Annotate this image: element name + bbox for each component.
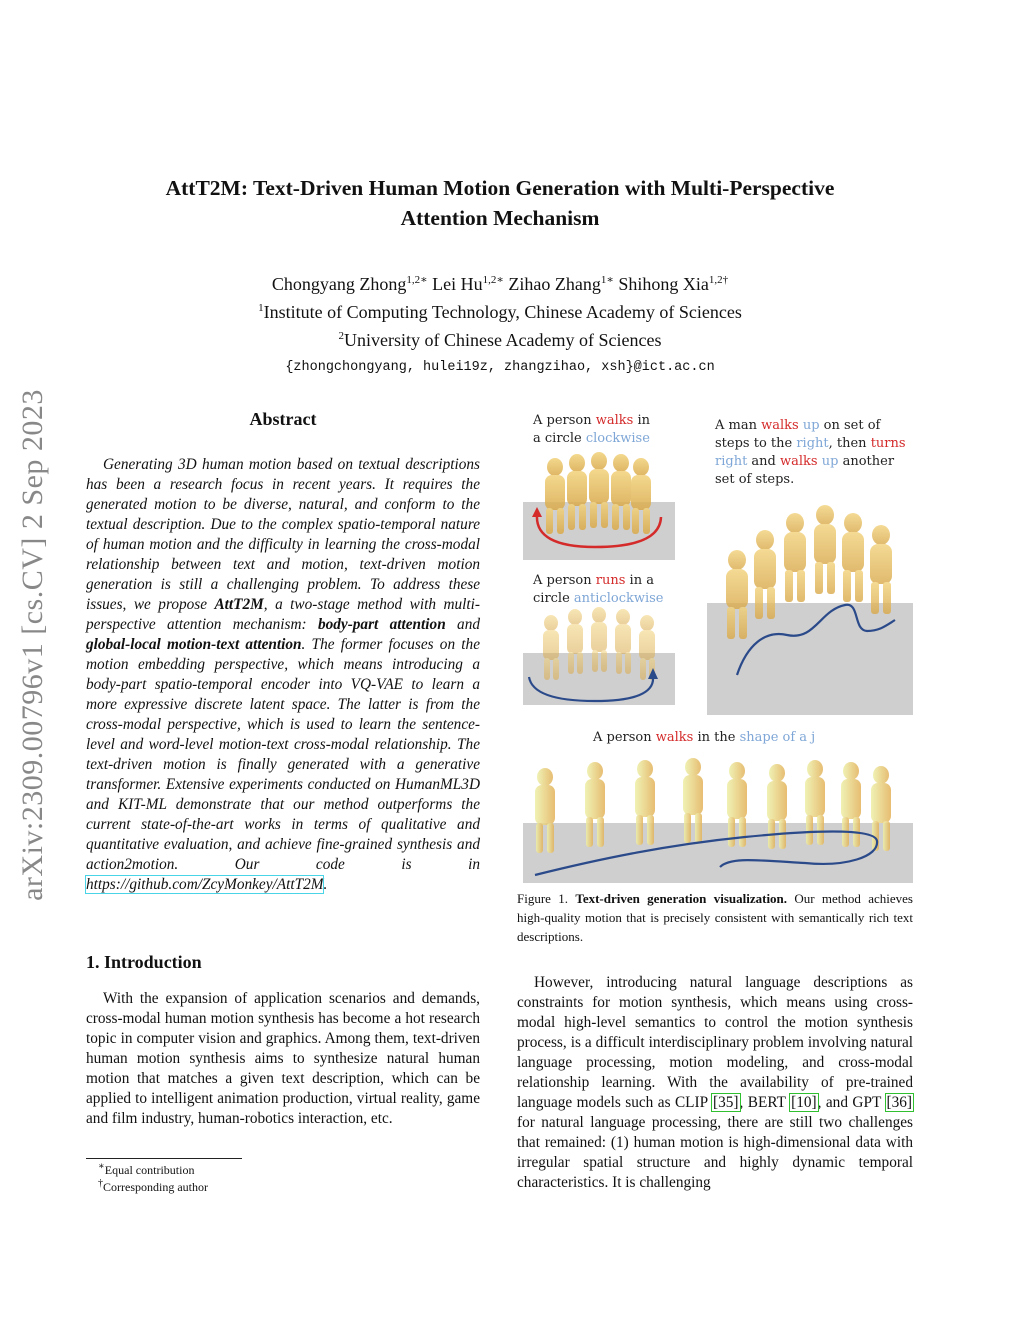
figure-1 <box>515 405 915 885</box>
author-sup: 1,2∗ <box>406 274 428 286</box>
section-heading-introduction: 1. Introduction <box>86 952 202 972</box>
caption-bold: Text-driven generation visualization. <box>575 891 788 906</box>
aff-text: University of Chinese Academy of Sciences <box>344 330 662 350</box>
label-steps-line4: set of steps. <box>715 472 795 487</box>
floor-panel-2 <box>707 603 913 715</box>
body-text: for natural language processing, there are still two challenges that remained: (1) human motion is high-dimensional data with irregular spatial structure and highly dynamic temporal characteristics. It is challenging <box>517 1114 913 1191</box>
caption-text: Our method achieves high-quality motion that is precisely consistent with semantically rich text descriptions. <box>517 891 913 944</box>
label-steps-line1: A man walks up on set of <box>715 418 881 433</box>
aff-sup: 2 <box>338 330 345 342</box>
label-clockwise-line2: a circle clockwise <box>533 431 650 446</box>
title-line-1: AttT2M: Text-Driven Human Motion Generation with Multi-Perspective <box>165 176 835 200</box>
label-clockwise-line1: A person walks in <box>533 413 651 428</box>
caption-label: Figure 1. <box>517 891 576 906</box>
code-link[interactable]: https://github.com/ZcyMonkey/AttT2M <box>86 876 324 893</box>
citation-link[interactable]: [36] <box>886 1094 912 1111</box>
author-block <box>100 268 900 380</box>
abstract-bold: global-local motion-text attention <box>86 636 302 653</box>
footnote-divider <box>86 1158 242 1159</box>
affiliation-2 <box>100 324 900 352</box>
aff-text: Institute of Computing Technology, Chinese Academy of Sciences <box>263 302 742 322</box>
label-anticlockwise-line2: circle anticlockwise <box>533 591 664 606</box>
intro-paragraph: With the expansion of application scenarios and demands, cross-modal human motion synthesis has become a hot research topic in computer vision and graphics. Among them, text-driven human motion synthesis aims to synthesize natural human motion that matches a given text description, which can be applied to intelligent animation production, virtual reality, game and film industry, human-robotics interaction, etc. <box>86 990 480 1127</box>
label-anticlockwise-line1: A person runs in a <box>533 573 654 588</box>
footnote-mark: ∗ <box>98 1161 105 1172</box>
abstract-bold: body-part attention <box>317 616 446 633</box>
abstract-text: . The former focuses on the motion embedding perspective, which means introducing a body-part spatio-temporal encoder into VQ-VAE to learn a more expressive discrete latent space. The latter is from the cross-modal perspective, which is used to learn the sentence-level and word-level motion-text cross-modal relationship. The text-driven motion is finally generated with a generative transformer. Extensive experiments conducted on HumanML3D and KIT-ML demonstrate that our method outperforms the current state-of-the-art works in terms of qualitative and quantitative evaluation, and achieve fine-grained synthesis and action2motion. Our code is in <box>86 636 480 873</box>
abstract-text: . <box>323 876 328 893</box>
body-text: However, introducing natural language descriptions as constraints for motion synthesis, which means using cross-modal high-level semantics to control the motion synthesis process, is a difficult interdisciplinary problem involving natural language processing, motion modeling, and cross-modal relationship learning. With the availability of pre-trained language models such as CLIP <box>517 974 913 1111</box>
author-name: Shihong Xia <box>613 274 709 294</box>
footnote-text: Equal contribution <box>104 1163 195 1177</box>
body-text: , and GPT <box>817 1094 886 1111</box>
abstract-text: Generating 3D human motion based on textual descriptions has been a research focus in recent years. It requires the generated motion to be diverse, natural, and conform to the textual description. Due to the complex spatio-temporal nature of human motion and the difficulty in learning the cross-modal relationship between text and motion, text-driven motion generation is still a challenging problem. To address these issues, we propose <box>86 456 480 613</box>
author-sup: 1,2∗ <box>482 274 504 286</box>
title-line-2: Attention Mechanism <box>400 206 600 230</box>
author-sup: 1∗ <box>600 274 614 286</box>
footnote-text: Corresponding author <box>103 1180 208 1194</box>
paper-title <box>100 173 900 233</box>
author-emails: {zhongchongyang, hulei19z, zhangzihao, xsh}@ict.ac.cn <box>285 360 715 375</box>
arxiv-id: arXiv:2309.00796v1 [cs.CV] 2 Sep 2023 <box>16 389 49 901</box>
arxiv-stamp <box>8 360 58 930</box>
author-name: Lei Hu <box>427 274 483 294</box>
floor-panel-1 <box>523 502 675 560</box>
abstract-text: , a two-stage method with multi-perspective attention mechanism: <box>86 596 480 633</box>
label-steps-line2: steps to the right, then turns <box>715 436 906 451</box>
aff-sup: 1 <box>258 302 264 314</box>
footnote-2 <box>98 1178 208 1195</box>
author-name: Zihao Zhang <box>503 274 601 294</box>
footnote-1 <box>98 1161 194 1178</box>
citation-link[interactable]: [35] <box>713 1094 739 1111</box>
right-column-paragraph <box>517 973 913 1193</box>
abstract-bold: AttT2M <box>214 596 264 613</box>
label-steps-line3: right and walks up another <box>715 454 895 469</box>
affiliation-1 <box>100 296 900 324</box>
citation-link[interactable]: [10] <box>791 1094 817 1111</box>
abstract-text: and <box>445 616 480 633</box>
author-sup: 1,2† <box>708 274 729 286</box>
abstract-body <box>86 455 480 895</box>
author-names <box>100 268 900 296</box>
body-text: , BERT <box>739 1094 791 1111</box>
abstract-heading: Abstract <box>249 409 317 429</box>
figure-1-caption <box>517 889 913 946</box>
footnote-mark: † <box>98 1178 103 1189</box>
author-name: Chongyang Zhong <box>271 274 407 294</box>
label-shape-j: A person walks in the shape of a j <box>593 730 816 745</box>
